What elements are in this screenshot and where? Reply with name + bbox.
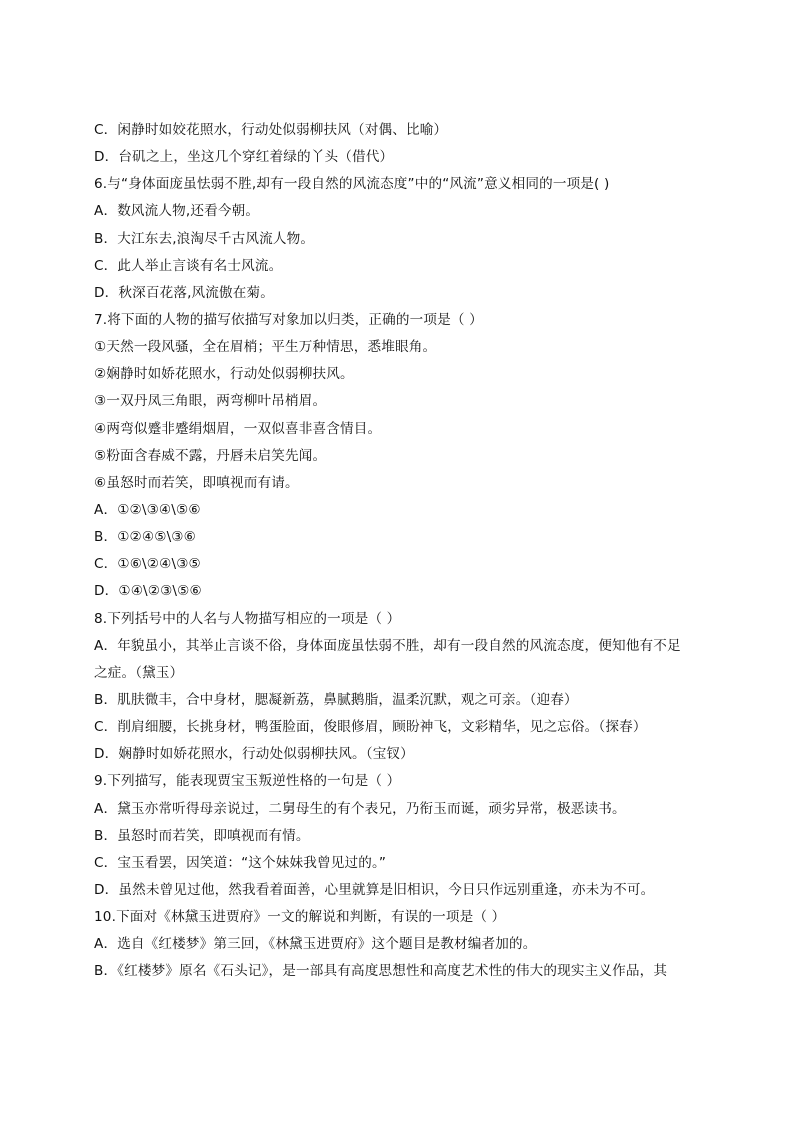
option-a-q7: A．①②\③④\⑤⑥ — [94, 501, 201, 518]
option-d-q6: D．秋深百花落,风流傲在菊。 — [94, 284, 275, 301]
q7-item-1: ①天然一段风骚，全在眉梢；平生万种情思，悉堆眼角。 — [94, 339, 437, 356]
option-c-q8: C．削肩细腰，长挑身材，鸭蛋脸面，俊眼修眉，顾盼神飞，文彩精华，见之忘俗。（探春） — [94, 719, 647, 736]
option-c-q6: C．此人举止言谈有名士风流。 — [94, 257, 283, 274]
option-a-q6: A．数风流人物,还看今朝。 — [94, 203, 260, 220]
document-body — [94, 117, 706, 986]
option-b-q7: B．①②④⑤\③⑥ — [94, 529, 196, 546]
option-b-q8: B．肌肤微丰，合中身材，腮凝新荔，鼻腻鹅脂，温柔沉默，观之可亲。（迎春） — [94, 691, 578, 708]
question-7: 7.将下面的人物的描写依描写对象加以归类，正确的一项是（ ） — [94, 311, 483, 328]
option-b-q6: B．大江东去,浪淘尽千古风流人物。 — [94, 230, 315, 247]
option-b-q9: B．虽怒时而若笑，即嗔视而有情。 — [94, 827, 310, 844]
option-d-q7: D．①④\②③\⑤⑥ — [94, 583, 202, 600]
option-a-q8-cont: 之症。（黛玉） — [94, 664, 184, 681]
option-c-q9: C．宝玉看罢，因笑道：“这个妹妹我曾见过的。” — [94, 854, 387, 871]
option-d-q9: D．虽然未曾见过他，然我看着面善，心里就算是旧相识，今日只作远别重逢，亦未为不可。 — [94, 881, 655, 898]
option-d-q5: D．台矶之上，坐这几个穿红着绿的丫头（借代） — [94, 149, 394, 166]
option-b-q10: B．《红楼梦》原名《石头记》，是一部具有高度思想性和高度艺术性的伟大的现实主义作品，其 — [94, 963, 668, 980]
option-a-q9: A．黛玉亦常听得母亲说过，二舅母生的有个表兄，乃衔玉而诞，顽劣异常，极恶读书。 — [94, 800, 626, 817]
question-8: 8.下列括号中的人名与人物描写相应的一项是（ ） — [94, 610, 401, 627]
q7-item-6: ⑥虽怒时而若笑，即嗔视而有请。 — [94, 474, 299, 491]
q7-item-3: ③一双丹凤三角眼，两弯柳叶吊梢眉。 — [94, 393, 327, 410]
q7-item-2: ②娴静时如娇花照水，行动处似弱柳扶风。 — [94, 366, 354, 383]
option-c-q7: C．①⑥\②④\③⑤ — [94, 556, 201, 573]
q7-item-5: ⑤粉面含春威不露，丹唇未启笑先闻。 — [94, 447, 327, 464]
option-d-q8: D．娴静时如娇花照水，行动处似弱柳扶风。（宝钗） — [94, 746, 414, 763]
option-c-q5: C．闲静时如姣花照水，行动处似弱柳扶风（对偶、比喻） — [94, 122, 448, 138]
option-a-q8: A．年貌虽小，其举止言谈不俗，身体面庞虽怯弱不胜，却有一段自然的风流态度，便知他有不足 — [94, 637, 681, 654]
q7-item-4: ④两弯似蹙非蹙绢烟眉，一双似喜非喜含情目。 — [94, 420, 382, 437]
question-10: 10.下面对《林黛玉进贾府》一文的解说和判断，有误的一项是（ ） — [94, 909, 506, 926]
question-6: 6.与“身体面庞虽怯弱不胜,却有一段自然的风流态度”中的“风流”意义相同的一项是( ) — [94, 176, 610, 193]
option-a-q10: A．选自《红楼梦》第三回，《林黛玉进贾府》这个题目是教材编者加的。 — [94, 936, 537, 953]
question-9: 9.下列描写，能表现贾宝玉叛逆性格的一句是（ ） — [94, 773, 401, 790]
